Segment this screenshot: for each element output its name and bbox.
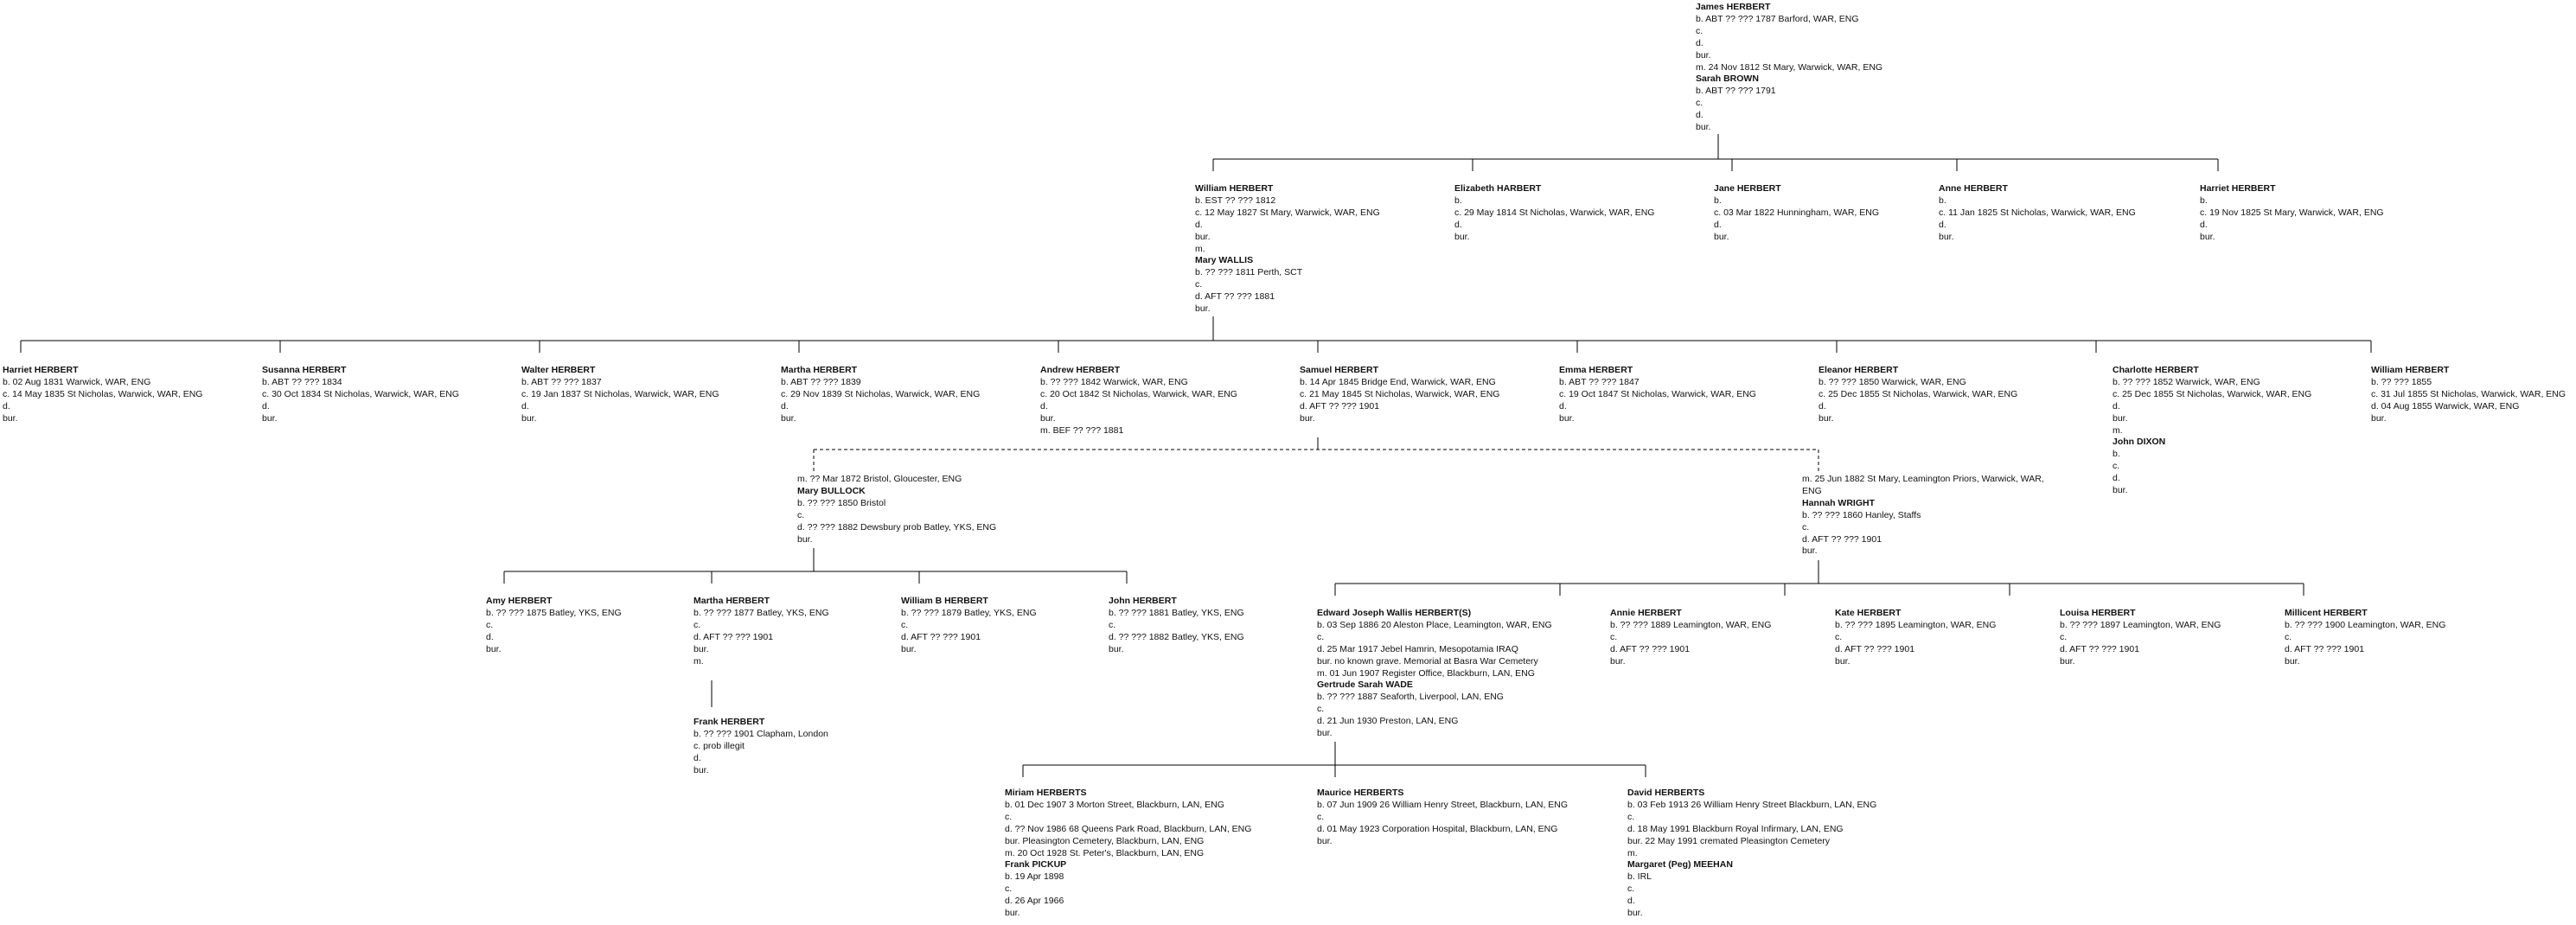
person-detail: bur. xyxy=(1317,728,1333,739)
person-detail: b. xyxy=(1939,195,1946,206)
person-detail: c. 12 May 1827 St Mary, Warwick, WAR, ENG xyxy=(1195,207,1380,218)
person-detail: b. ABT ?? ??? 1837 xyxy=(521,376,602,387)
person-name: Gertrude Sarah WADE xyxy=(1317,679,1413,691)
person-detail: c. xyxy=(1696,98,1703,109)
person-detail: c. xyxy=(1005,811,1013,822)
person-detail: b. 07 Jun 1909 26 William Henry Street, Blackburn, LAN, ENG xyxy=(1317,799,1569,810)
person-detail: d. xyxy=(1819,400,1826,411)
person-detail: d. 18 May 1991 Blackburn Royal Infirmary, LAN, ENG xyxy=(1627,823,1844,834)
person-detail: d. xyxy=(694,752,701,763)
person-detail: b. ?? ??? 1875 Batley, YKS, ENG xyxy=(486,607,622,618)
person-detail: b. xyxy=(2200,195,2208,206)
person-name: Margaret (Peg) MEEHAN xyxy=(1627,859,1733,871)
person-detail: c. 03 Mar 1822 Hunningham, WAR, ENG xyxy=(1714,207,1880,218)
person-box-annie xyxy=(1610,608,1771,668)
person-detail: b. ?? ??? 1852 Warwick, WAR, ENG xyxy=(2113,376,2260,387)
person-box-samuel xyxy=(1300,365,1499,425)
person-detail: bur. xyxy=(2113,412,2128,424)
person-box-anne xyxy=(1939,183,2136,244)
person-detail: b. ?? ??? 1897 Leamington, WAR, ENG xyxy=(2060,619,2221,630)
person-detail: bur. xyxy=(901,643,917,654)
person-box-edward xyxy=(1317,608,1552,740)
person-detail: b. ABT ?? ??? 1791 xyxy=(1696,86,1776,97)
person-detail: bur. xyxy=(1040,412,1056,424)
person-detail: c. xyxy=(1317,811,1325,822)
person-detail: b. ?? ??? 1855 xyxy=(2371,376,2432,387)
person-detail: c. 30 Oct 1834 St Nicholas, Warwick, WAR, ENG xyxy=(262,388,459,399)
person-detail: bur. xyxy=(262,412,278,424)
person-detail: b. ?? ??? 1889 Leamington, WAR, ENG xyxy=(1610,619,1772,630)
person-detail: d. xyxy=(1040,400,1048,411)
person-detail: bur. xyxy=(1195,231,1211,242)
person-detail: d. AFT ?? ??? 1901 xyxy=(1802,533,1882,545)
person-name: William B HERBERT xyxy=(901,596,988,606)
person-detail: d. xyxy=(1696,110,1703,121)
person-box-william1 xyxy=(1195,183,1380,316)
person-detail: c. xyxy=(797,509,805,520)
person-detail: c. xyxy=(1610,631,1618,642)
person-detail: d. AFT ?? ??? 1901 xyxy=(2060,643,2140,654)
person-detail: b. 19 Apr 1898 xyxy=(1005,871,1064,883)
person-detail: c. xyxy=(901,619,909,630)
person-detail: b. ?? ??? 1879 Batley, YKS, ENG xyxy=(901,607,1037,618)
person-box-mary_bullock xyxy=(797,474,996,545)
person-name: Andrew HERBERT xyxy=(1040,365,1121,375)
person-detail: bur. Pleasington Cemetery, Blackburn, LAN, ENG xyxy=(1005,835,1205,846)
person-detail: d. xyxy=(1939,219,1946,230)
person-detail: bur. xyxy=(1005,908,1020,919)
person-detail: b. 03 Feb 1913 26 William Henry Street Blackburn, LAN, ENG xyxy=(1627,799,1877,810)
person-detail: b. ?? ??? 1860 Hanley, Staffs xyxy=(1802,509,1921,520)
person-detail: m. xyxy=(2113,424,2123,436)
person-detail: d. xyxy=(521,400,529,411)
person-detail: m. xyxy=(694,655,704,667)
person-detail: bur. xyxy=(2285,655,2300,667)
person-detail: b. IRL xyxy=(1627,871,1652,883)
person-box-david xyxy=(1627,788,1876,920)
person-box-williamb xyxy=(901,596,1037,656)
person-detail: b. ABT ?? ??? 1847 xyxy=(1559,376,1640,387)
person-detail: m. xyxy=(1195,243,1205,254)
person-detail: b. xyxy=(2113,449,2120,460)
person-box-harriet1 xyxy=(2200,183,2384,244)
person-detail: m. 25 Jun 1882 St Mary, Leamington Priors, Warwick, WAR, xyxy=(1802,474,2044,484)
person-name: John DIXON xyxy=(2113,437,2166,448)
person-detail: c. 31 Jul 1855 St Nicholas, Warwick, WAR, ENG xyxy=(2371,388,2566,399)
person-detail: m. 20 Oct 1928 St. Peter's, Blackburn, LAN, ENG xyxy=(1005,847,1205,858)
person-name: Susanna HERBERT xyxy=(262,365,347,375)
person-detail: b. ?? ??? 1877 Batley, YKS, ENG xyxy=(694,607,829,618)
person-name: Hannah WRIGHT xyxy=(1802,497,1875,508)
person-detail: b. 14 Apr 1845 Bridge End, Warwick, WAR, ENG xyxy=(1300,376,1496,387)
person-detail: bur. xyxy=(1835,655,1851,667)
person-detail: d. xyxy=(2200,219,2208,230)
person-box-jane xyxy=(1714,183,1879,244)
person-detail: bur. xyxy=(1696,122,1711,133)
person-detail: bur. no known grave. Memorial at Basra War Cemetery xyxy=(1317,655,1538,667)
person-name: Charlotte HERBERT xyxy=(2113,365,2199,375)
person-detail: bur. xyxy=(1109,643,1124,654)
person-box-louisa xyxy=(2060,608,2221,668)
person-detail: b. 02 Aug 1831 Warwick, WAR, ENG xyxy=(3,376,151,387)
person-detail: d. ?? Nov 1986 68 Queens Park Road, Blackburn, LAN, ENG xyxy=(1005,823,1252,834)
person-name: Harriet HERBERT xyxy=(3,365,79,375)
person-detail: m. xyxy=(1627,847,1638,858)
person-name: David HERBERTS xyxy=(1627,788,1705,798)
person-detail: bur. xyxy=(1317,835,1333,846)
person-detail: d. xyxy=(1559,400,1567,411)
person-detail: bur. xyxy=(1300,412,1315,424)
person-detail: c. 20 Oct 1842 St Nicholas, Warwick, WAR, ENG xyxy=(1040,388,1237,399)
person-name: Frank PICKUP xyxy=(1005,859,1067,871)
person-detail: bur. xyxy=(1714,231,1729,242)
person-detail: c. 29 Nov 1839 St Nicholas, Warwick, WAR, ENG xyxy=(781,388,981,399)
person-detail: bur. xyxy=(797,533,813,545)
person-name: Mary WALLIS xyxy=(1195,255,1254,266)
person-box-eleanor xyxy=(1819,365,2017,425)
person-detail: b. ?? ??? 1850 Bristol xyxy=(797,497,886,508)
person-detail: c. xyxy=(1317,704,1325,715)
person-detail: c. 21 May 1845 St Nicholas, Warwick, WAR, ENG xyxy=(1300,388,1500,399)
person-name: Annie HERBERT xyxy=(1610,608,1682,618)
person-box-harriet2 xyxy=(3,365,202,425)
person-detail: bur. xyxy=(1696,49,1711,61)
person-detail: c. xyxy=(1696,25,1703,36)
person-box-millicent xyxy=(2285,608,2445,668)
person-detail: d. 26 Apr 1966 xyxy=(1005,896,1064,907)
person-box-amy xyxy=(486,596,622,656)
person-detail: d. 01 May 1923 Corporation Hospital, Blackburn, LAN, ENG xyxy=(1317,823,1558,834)
person-detail: c. xyxy=(2285,631,2292,642)
person-detail: d. ?? ??? 1882 Batley, YKS, ENG xyxy=(1109,631,1244,642)
person-detail: d. xyxy=(1627,896,1635,907)
person-detail: c. xyxy=(1317,631,1325,642)
person-detail: d. 25 Mar 1917 Jebel Hamrin, Mesopotamia IRAQ xyxy=(1317,643,1518,654)
person-detail: bur. xyxy=(1559,412,1575,424)
person-detail: c. 29 May 1814 St Nicholas, Warwick, WAR, ENG xyxy=(1454,207,1655,218)
person-detail: d. xyxy=(1714,219,1722,230)
person-detail: d. AFT ?? ??? 1901 xyxy=(1835,643,1915,654)
person-detail: d. AFT ?? ??? 1881 xyxy=(1195,291,1275,303)
person-name: William HERBERT xyxy=(2371,365,2450,375)
person-box-james xyxy=(1696,2,1882,134)
person-name: Samuel HERBERT xyxy=(1300,365,1379,375)
person-detail: b. ?? ??? 1811 Perth, SCT xyxy=(1195,267,1303,278)
person-detail: b. ?? ??? 1842 Warwick, WAR, ENG xyxy=(1040,376,1188,387)
person-detail: bur. xyxy=(694,643,709,654)
person-detail: d. AFT ?? ??? 1901 xyxy=(2285,643,2365,654)
person-detail: bur. xyxy=(1195,303,1211,315)
person-detail: m. BEF ?? ??? 1881 xyxy=(1040,424,1124,436)
person-box-andrew xyxy=(1040,365,1237,437)
person-name: James HERBERT xyxy=(1696,2,1771,12)
person-detail: c. 19 Nov 1825 St Mary, Warwick, WAR, ENG xyxy=(2200,207,2384,218)
person-detail: c. 25 Dec 1855 St Nicholas, Warwick, WAR, ENG xyxy=(1819,388,2018,399)
person-detail: c. xyxy=(1627,884,1635,895)
person-detail: d. AFT ?? ??? 1901 xyxy=(901,631,981,642)
person-box-miriam xyxy=(1005,788,1251,920)
person-detail: d. xyxy=(1454,219,1462,230)
person-detail: bur. xyxy=(2371,412,2387,424)
person-detail: b. EST ?? ??? 1812 xyxy=(1195,195,1276,206)
person-detail: d. xyxy=(2113,473,2120,484)
person-box-martha1 xyxy=(781,365,980,425)
person-detail: d. 21 Jun 1930 Preston, LAN, ENG xyxy=(1317,716,1459,727)
person-detail: m. 24 Nov 1812 St Mary, Warwick, WAR, ENG xyxy=(1696,61,1883,73)
person-detail: d. AFT ?? ??? 1901 xyxy=(694,631,774,642)
person-detail: d. xyxy=(262,400,270,411)
person-detail: d. xyxy=(3,400,10,411)
person-detail: d. ?? ??? 1882 Dewsbury prob Batley, YKS, ENG xyxy=(797,521,997,533)
person-detail: b. ?? ??? 1887 Seaforth, Liverpool, LAN, ENG xyxy=(1317,692,1504,703)
person-name: Martha HERBERT xyxy=(781,365,858,375)
person-name: Frank HERBERT xyxy=(694,717,765,727)
person-box-john xyxy=(1109,596,1244,656)
person-detail: b. 01 Dec 1907 3 Morton Street, Blackburn, LAN, ENG xyxy=(1005,799,1224,810)
person-detail: b. ?? ??? 1900 Leamington, WAR, ENG xyxy=(2285,619,2446,630)
person-name: William HERBERT xyxy=(1195,183,1274,194)
person-detail: bur. xyxy=(1939,231,1954,242)
person-detail: bur. xyxy=(781,412,796,424)
person-box-elizabeth xyxy=(1454,183,1654,244)
person-name: Maurice HERBERTS xyxy=(1317,788,1404,798)
person-detail: c. xyxy=(1005,884,1013,895)
person-detail: d. AFT ?? ??? 1901 xyxy=(1300,400,1380,411)
person-box-emma xyxy=(1559,365,1756,425)
person-detail: bur. xyxy=(1802,545,1818,557)
person-detail: b. ?? ??? 1895 Leamington, WAR, ENG xyxy=(1835,619,1997,630)
person-detail: c. xyxy=(1109,619,1116,630)
person-detail: d. xyxy=(1696,37,1703,48)
person-detail: d. AFT ?? ??? 1901 xyxy=(1610,643,1691,654)
person-detail: b. xyxy=(1714,195,1722,206)
person-detail: ENG xyxy=(1802,485,1822,496)
person-box-susanna xyxy=(262,365,459,425)
person-name: Walter HERBERT xyxy=(521,365,596,375)
person-detail: bur. xyxy=(2200,231,2215,242)
person-detail: b. ?? ??? 1881 Batley, YKS, ENG xyxy=(1109,607,1244,618)
person-detail: b. ?? ??? 1901 Clapham, London xyxy=(694,728,828,739)
person-detail: c. 11 Jan 1825 St Nicholas, Warwick, WAR, ENG xyxy=(1939,207,2136,218)
person-name: Louisa HERBERT xyxy=(2060,608,2136,618)
person-detail: b. ABT ?? ??? 1787 Barford, WAR, ENG xyxy=(1696,13,1859,24)
person-detail: c. 14 May 1835 St Nicholas, Warwick, WAR, ENG xyxy=(3,388,203,399)
person-box-martha2 xyxy=(694,596,829,667)
person-name: John HERBERT xyxy=(1109,596,1177,606)
person-detail: d. xyxy=(781,400,789,411)
person-detail: bur. 22 May 1991 cremated Pleasington Cemetery xyxy=(1627,835,1831,846)
person-name: Harriet HERBERT xyxy=(2200,183,2276,194)
person-detail: c. xyxy=(486,619,494,630)
person-detail: d. 04 Aug 1855 Warwick, WAR, ENG xyxy=(2371,400,2520,411)
person-name: Kate HERBERT xyxy=(1835,608,1902,618)
person-detail: b. ?? ??? 1850 Warwick, WAR, ENG xyxy=(1819,376,1966,387)
person-detail: c. xyxy=(1195,279,1203,290)
person-name: Miriam HERBERTS xyxy=(1005,788,1087,798)
person-box-frank xyxy=(694,717,828,777)
person-detail: bur. xyxy=(1819,412,1834,424)
person-name: Edward Joseph Wallis HERBERT(S) xyxy=(1317,608,1472,618)
person-detail: c. xyxy=(1835,631,1843,642)
person-detail: c. 19 Jan 1837 St Nicholas, Warwick, WAR, ENG xyxy=(521,388,719,399)
person-box-kate xyxy=(1835,608,1996,668)
person-detail: c. xyxy=(2113,461,2120,472)
person-detail: bur. xyxy=(1610,655,1626,667)
person-detail: b. 03 Sep 1886 20 Aleston Place, Leamington, WAR, ENG xyxy=(1317,619,1552,630)
person-detail: bur. xyxy=(1454,231,1470,242)
person-detail: bur. xyxy=(3,412,18,424)
person-name: Sarah BROWN xyxy=(1696,73,1759,85)
person-detail: d. xyxy=(2113,400,2120,411)
person-detail: bur. xyxy=(1627,908,1643,919)
person-detail: d. xyxy=(486,631,494,642)
person-detail: c. xyxy=(694,619,701,630)
person-detail: bur. xyxy=(521,412,537,424)
person-detail: b. ABT ?? ??? 1839 xyxy=(781,376,861,387)
person-box-william2 xyxy=(2371,365,2566,425)
person-name: Mary BULLOCK xyxy=(797,485,866,496)
person-name: Jane HERBERT xyxy=(1714,183,1781,194)
person-name: Amy HERBERT xyxy=(486,596,553,606)
person-detail: m. ?? Mar 1872 Bristol, Gloucester, ENG xyxy=(797,474,962,484)
person-detail: c. xyxy=(2060,631,2068,642)
person-detail: c. 19 Oct 1847 St Nicholas, Warwick, WAR, ENG xyxy=(1559,388,1756,399)
person-detail: bur. xyxy=(2113,485,2128,496)
person-detail: b. xyxy=(1454,195,1462,206)
person-detail: bur. xyxy=(694,764,709,775)
person-box-maurice xyxy=(1317,788,1568,848)
person-box-hannah xyxy=(1802,474,2044,558)
person-detail: c. prob illegit xyxy=(694,740,745,751)
person-name: Elizabeth HARBERT xyxy=(1454,183,1542,194)
person-box-walter xyxy=(521,365,719,425)
person-detail: bur. xyxy=(486,643,502,654)
person-box-charlotte xyxy=(2113,365,2311,497)
person-name: Martha HERBERT xyxy=(694,596,770,606)
person-name: Emma HERBERT xyxy=(1559,365,1633,375)
person-name: Anne HERBERT xyxy=(1939,183,2008,194)
person-detail: b. ABT ?? ??? 1834 xyxy=(262,376,342,387)
person-detail: bur. xyxy=(2060,655,2075,667)
person-name: Eleanor HERBERT xyxy=(1819,365,1899,375)
person-detail: m. 01 Jun 1907 Register Office, Blackburn, LAN, ENG xyxy=(1317,667,1535,679)
person-detail: c. xyxy=(1627,811,1635,822)
person-name: Millicent HERBERT xyxy=(2285,608,2368,618)
person-detail: c. xyxy=(1802,521,1810,533)
person-detail: c. 25 Dec 1855 St Nicholas, Warwick, WAR, ENG xyxy=(2113,388,2312,399)
person-detail: d. xyxy=(1195,219,1203,230)
